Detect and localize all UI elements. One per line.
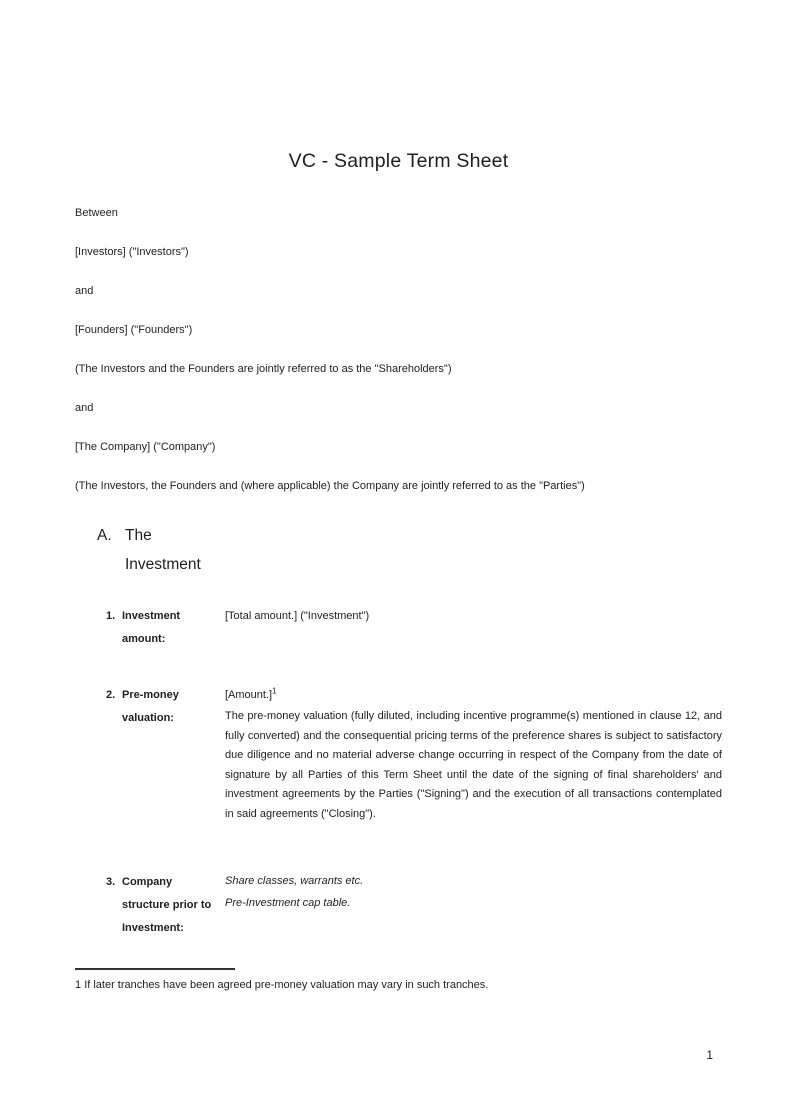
item-body bbox=[225, 871, 722, 940]
preamble-line-founders: [Founders] ("Founders") bbox=[75, 324, 193, 336]
item-value-line: Share classes, warrants etc. bbox=[225, 875, 364, 887]
item-label: Pre-money valuation: bbox=[122, 689, 179, 724]
footnote-marker: 1 bbox=[75, 979, 82, 991]
item-value bbox=[225, 684, 722, 707]
section-heading-the-investment bbox=[97, 521, 722, 579]
section-marker: A. bbox=[97, 527, 112, 544]
item-value-line: Pre-Investment cap table. bbox=[225, 896, 351, 909]
item-body bbox=[225, 605, 722, 651]
term-item-company-structure bbox=[106, 871, 722, 940]
preamble-line-and-1: and bbox=[75, 285, 94, 297]
preamble-line-company: [The Company] ("Company") bbox=[75, 441, 216, 453]
document-title: VC - Sample Term Sheet bbox=[288, 150, 509, 172]
footnote-text bbox=[75, 979, 635, 992]
footnote-reference: 1 bbox=[272, 686, 277, 696]
item-value: [Total amount.] ("Investment") bbox=[225, 610, 370, 622]
preamble-line-and-2: and bbox=[75, 402, 94, 414]
item-number: 3. bbox=[106, 876, 116, 888]
preamble-line-parties: (The Investors, the Founders and (where applicable) the Company are jointly referred to as the "Parties") bbox=[75, 480, 585, 492]
footnote bbox=[75, 968, 635, 992]
section-title: The Investment bbox=[125, 527, 201, 573]
page-number: 1 bbox=[706, 1048, 713, 1062]
footnote-body: If later tranches have been agreed pre-money valuation may vary in such tranches. bbox=[84, 979, 489, 991]
footnote-separator bbox=[75, 968, 235, 970]
item-label: Investment amount: bbox=[122, 610, 181, 645]
preamble-line-shareholders: (The Investors and the Founders are jointly referred to as the "Shareholders") bbox=[75, 363, 452, 375]
preamble-line-between: Between bbox=[75, 207, 118, 219]
item-body bbox=[225, 684, 722, 824]
preamble-line-investors: [Investors] ("Investors") bbox=[75, 246, 189, 258]
term-item-investment-amount bbox=[106, 605, 722, 651]
item-paragraph: The pre-money valuation (fully diluted, including incentive programme(s) mentioned in clause 12, and fully converted) and the consequential pricing terms of the preference shares is subject to satisfactory due diligence and no material adverse change occurring in respect of the Company from the date of signature by all Parties of this Term Sheet until the date of the signing of final shareholders' and investment agreements by the Parties ("Signing") and the execution of all transactions contemplated in said agreements ("Closing"). bbox=[225, 710, 722, 820]
preamble bbox=[75, 207, 722, 493]
term-item-pre-money-valuation bbox=[106, 684, 722, 824]
item-value-text: [Amount.] bbox=[225, 689, 273, 701]
item-number: 1. bbox=[106, 610, 116, 622]
item-label: Company structure prior to Investment: bbox=[122, 876, 212, 934]
item-number: 2. bbox=[106, 689, 116, 701]
